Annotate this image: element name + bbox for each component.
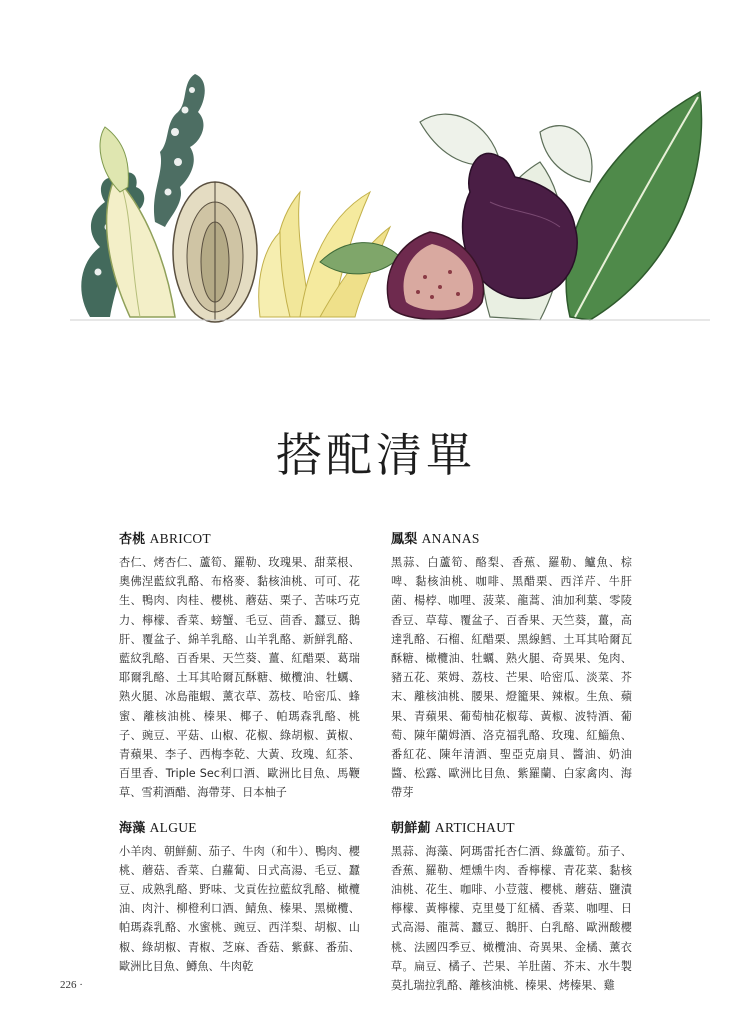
section-algue [119,817,360,976]
page-title: 搭配清單 [276,427,476,482]
right-column [391,528,632,1009]
heading-fr: ABRICOT [149,531,211,546]
section-artichaut [391,817,632,996]
heading-zh: 鳳梨 [391,532,418,547]
section-heading [119,528,360,547]
heading-zh: 海藻 [119,820,146,836]
section-heading [391,528,632,547]
pairing-list: 杏仁、烤杏仁、蘆筍、羅勒、玫瑰果、甜菜根、奧佛涅藍紋乳酪、布格麥、黏核油桃、可可、花生、鴨肉、肉桂、櫻桃、蘑菇、栗子、苦味巧克力、檸檬、香菜、螃蟹、毛豆、茴香、蠶豆、鵝肝、覆盆子、綿羊乳酪、山羊乳酪、新鮮乳酪、藍紋乳酪、百香果、天竺葵、薑、紅醋栗、葛瑞耶爾乳酪、土耳其哈爾瓦酥糖、橄欖油、牡蠣、熟火腿、冰島龍蝦、薰衣草、荔枝、哈密瓜、蜂蜜、離核油桃、榛果、椰子、帕瑪森乳酪、桃子、豌豆、平菇、山椒、花椒、綠胡椒、黃椒、青蘋果、李子、西梅李乾、大黃、玫瑰、紅茶、百里香、Triple Sec利口酒、歐洲比目魚、馬鞭草、雪莉酒醋、海帶芽、日本柚子 [119,556,360,800]
heading-fr: ARTICHAUT [434,819,515,835]
left-column [119,528,360,990]
heading-zh: 杏桃 [119,532,146,547]
heading-fr: ALGUE [149,819,197,835]
section-ananas [391,528,632,803]
heading-zh: 朝鮮薊 [391,820,431,836]
section-abricot [119,528,360,803]
section-heading [391,817,632,836]
page-number: 226 · [60,979,83,991]
pairing-list: 小羊肉、朝鮮薊、茄子、牛肉（和牛）、鴨肉、櫻桃、蘑菇、香菜、白蘿蔔、日式高湯、毛豆、蠶豆、成熟乳酪、野味、戈貢佐拉藍紋乳酪、橄欖油、肉汁、柳橙利口酒、鯖魚、榛果、黑橄欖、帕瑪森乳酪、水蜜桃、豌豆、西洋梨、胡椒、山椒、綠胡椒、青椒、芝麻、香菇、紫蘇、番茄、歐洲比目魚、鱒魚、牛肉乾 [119,844,360,973]
heading-fr: ANANAS [421,531,480,546]
pairing-list: 黑蒜、白蘆筍、酪梨、香蕉、羅勒、鱸魚、棕啤、黏核油桃、咖啡、黑醋栗、西洋芹、牛肝菌、楊桲、咖哩、菠菜、龍蒿、油加利葉、零陵香豆、草莓、覆盆子、百香果、天竺葵，薑，高達乳酪、石榴、紅醋栗、黑線鱈、土耳其哈爾瓦酥糖、橄欖油、牡蠣、熟火腿、奇異果、兔肉、豬五花、萊姆、荔枝、芒果、哈密瓜、淡菜、芥末、離核油桃、腰果、燈籠果、辣椒。生魚、蘋果、青蘋果、葡萄柚花椒莓、黃椒、波特酒、葡萄、陳年蘭姆酒、洛克福乳酪、玫瑰、紅鯔魚、番紅花、陳年清酒、聖亞克扇貝、醬油、奶油醬、松露、歐洲比目魚、紫羅蘭、白家禽肉、海帶芽 [391,556,632,800]
artichoke-illustration [173,182,257,322]
section-heading [119,817,360,836]
pairing-list: 黑蒜、海藻、阿瑪雷托杏仁酒、綠蘆筍。茄子、香蕉、羅勒、煙燻牛肉、香檸檬、青花菜、黏核油桃、花生、咖啡、小荳蔻、櫻桃、蘑菇、鹽漬檸檬、黃檸檬、克里曼丁紅橘、香菜、咖哩、日式高湯、龍蒿、蠶豆、鵝肝、白乳酪、歐洲酸櫻桃、法國四季豆、橄欖油、奇異果、金橘、薰衣草。扁豆、橘子、芒果、羊肚菌、芥末、水牛製莫扎瑞拉乳酪、離核油桃、榛果、烤榛果、雞 [391,844,632,993]
botanical-banner [70,62,710,324]
